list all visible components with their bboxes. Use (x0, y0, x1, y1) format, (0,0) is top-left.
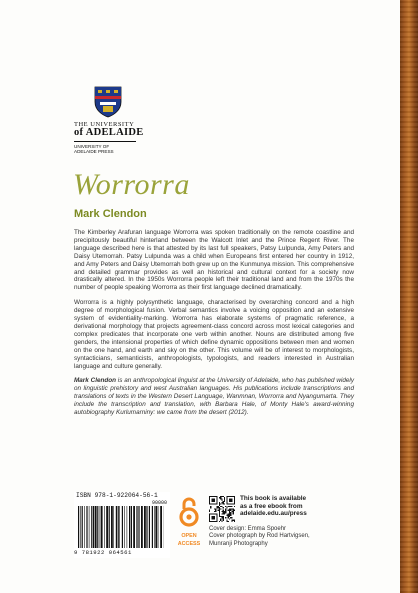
barcode-bar (149, 506, 150, 548)
qr-module (228, 521, 229, 522)
blurb-paragraph-1: The Kimberley Arafuran language Worrorra was spoken traditionally on the remote coastline and precipitously beautiful hinterland between the Walcott Inlet and the Prince Regent River. The language described here is that attested by its last full speakers, Patsy Lulpunda, Amy Peters and Daisy Utemorrah. Patsy Lulpunda was a child when Europeans first entered her country in 1912, and Amy Peters and Daisy Utemorrah both grew up on the Kunmunya mission. This comprehensive and detailed grammar provides as well an historical and cultural context for a society now drastically altered. In the 1950s Worrorra people left their traditional land and from the 1970s the number of people speaking Worrorra as their first language declined dramatically. (74, 229, 354, 292)
book-title: Worrorra (73, 168, 190, 201)
qr-module (223, 520, 224, 521)
qr-module (224, 503, 225, 504)
qr-module (219, 508, 220, 509)
isbn-barcode (74, 492, 170, 558)
qr-module (233, 508, 234, 509)
qr-module (228, 506, 229, 507)
qr-module (226, 521, 227, 522)
qr-module (223, 517, 224, 518)
isbn-label: ISBN 978-1-922064-56-1 (76, 492, 158, 499)
barcode-bar (84, 506, 85, 548)
qr-module (215, 510, 216, 511)
qr-module (218, 510, 219, 511)
qr-module (210, 507, 211, 508)
qr-module (221, 506, 222, 507)
qr-module (221, 502, 222, 503)
qr-module (233, 510, 234, 511)
barcode-bar (113, 506, 114, 548)
qr-module (219, 515, 220, 516)
qr-module (226, 515, 227, 516)
qr-module (221, 511, 222, 512)
barcode-bar (104, 506, 105, 548)
barcode-bar (119, 506, 120, 548)
barcode-bar (124, 506, 125, 548)
barcode-bar (131, 506, 132, 548)
qr-module (224, 511, 225, 512)
qr-module (229, 515, 230, 516)
qr-module (228, 517, 229, 518)
barcode-bar (86, 506, 87, 548)
availability-line2: as a free ebook from (240, 502, 303, 510)
availability-url[interactable]: adelaide.edu.au/press (240, 510, 307, 518)
qr-module (228, 513, 229, 514)
qr-module (229, 512, 230, 513)
barcode-bar (78, 506, 79, 548)
qr-module (220, 506, 221, 507)
qr-module (223, 496, 224, 497)
author-bio (74, 377, 354, 417)
barcode-bar (100, 506, 101, 548)
qr-module (229, 518, 230, 519)
qr-module (219, 497, 220, 498)
qr-module (221, 498, 222, 499)
qr-module (211, 498, 215, 502)
qr-module (209, 510, 210, 511)
qr-module (221, 516, 222, 517)
qr-module (210, 506, 211, 507)
barcode-bar (101, 506, 103, 548)
qr-module (225, 508, 226, 509)
qr-module (220, 497, 221, 498)
barcode-bar (129, 506, 130, 548)
qr-module (219, 510, 220, 511)
qr-module (219, 513, 220, 514)
qr-module (224, 500, 225, 501)
qr-module (230, 510, 231, 511)
qr-module (231, 521, 232, 522)
cover-credits (209, 526, 310, 548)
qr-module (216, 506, 217, 507)
qr-module (230, 513, 231, 514)
qr-module (225, 511, 226, 512)
barcode-bar (127, 506, 128, 548)
qr-module (223, 511, 224, 512)
qr-module (231, 511, 232, 512)
qr-module (221, 517, 222, 518)
university-name-top: THE UNIVERSITY (74, 121, 135, 128)
qr-module (224, 498, 225, 499)
qr-module (233, 520, 234, 521)
qr-module (234, 521, 235, 522)
availability-line1: This book is available (240, 495, 307, 502)
credit-design: Cover design: Emma Spoehr (209, 526, 287, 532)
qr-module (229, 511, 230, 512)
qr-module (234, 510, 235, 511)
barcode-bar (106, 506, 108, 548)
qr-module (226, 520, 227, 521)
qr-module (216, 507, 217, 508)
qr-module (225, 512, 226, 513)
qr-module (229, 506, 230, 507)
price-code: 90000 (152, 500, 168, 506)
qr-module (230, 515, 231, 516)
barcode-bar (111, 506, 113, 548)
barcode-bar (91, 506, 92, 548)
qr-module (224, 513, 225, 514)
qr-module (221, 513, 222, 514)
university-logo (74, 86, 144, 155)
qr-module (220, 503, 221, 504)
barcode-bar (109, 506, 110, 548)
qr-module (223, 516, 224, 517)
barcode-bar (144, 506, 146, 548)
qr-module (229, 498, 233, 502)
qr-module (223, 510, 224, 511)
barcode-icon (78, 506, 164, 548)
qr-module (219, 511, 220, 512)
qr-module (219, 502, 220, 503)
barcode-bar (137, 506, 138, 548)
qr-module (223, 501, 224, 502)
barcode-number: 9 781922 064561 (74, 549, 132, 556)
qr-module (220, 508, 221, 509)
qr-module (220, 498, 221, 499)
qr-module (229, 516, 230, 517)
qr-code-icon[interactable] (209, 496, 235, 522)
qr-module (226, 507, 227, 508)
qr-module (231, 520, 232, 521)
qr-module (231, 506, 232, 507)
qr-module (220, 518, 221, 519)
qr-module (223, 512, 224, 513)
credit-photo: Cover photograph by Rod Hartvigsen, (209, 533, 310, 540)
qr-module (223, 502, 224, 503)
barcode-bar (155, 506, 157, 548)
qr-module (230, 506, 231, 507)
qr-module (231, 508, 232, 509)
press-name-line2: ADELAIDE PRESS (74, 149, 114, 155)
qr-module (220, 520, 221, 521)
qr-module (230, 508, 231, 509)
qr-module (233, 511, 234, 512)
qr-module (229, 510, 230, 511)
barcode-bar (122, 506, 123, 548)
author-name: Mark Clendon (74, 208, 147, 220)
open-access-label-2: ACCESS (177, 540, 201, 547)
qr-module (228, 510, 229, 511)
qr-module (219, 516, 220, 517)
barcode-bar (93, 506, 94, 548)
qr-module (224, 512, 225, 513)
qr-module (234, 520, 235, 521)
barcode-bar (158, 506, 159, 548)
qr-module (229, 508, 230, 509)
qr-module (224, 501, 225, 502)
open-access-badge (172, 497, 206, 547)
qr-module (211, 516, 215, 520)
qr-module (233, 513, 234, 514)
qr-module (228, 515, 229, 516)
qr-module (219, 503, 220, 504)
barcode-bar (160, 506, 162, 548)
qr-module (229, 513, 230, 514)
qr-module (214, 511, 215, 512)
crest-icon (94, 86, 122, 118)
barcode-bar (116, 506, 117, 548)
qr-module (221, 496, 222, 497)
press-name-line1: UNIVERSITY OF (74, 143, 110, 149)
qr-module (219, 507, 220, 508)
open-access-label-1: OPEN (181, 533, 197, 539)
barcode-bar (146, 506, 147, 548)
qr-module (220, 496, 221, 497)
blurb-paragraph-2: Worrorra is a highly polysynthetic language, characterised by overarching concord and a high degree of morphological fusion. Verbal semantics involve a voicing opposition and an extensive system of evidentiality-marking. Worrorra has elaborate systems of pragmatic reference, a derivational morphology that projects agreement-class concord across most lexical categories and complex predicates that incorporate one verb within another. Nouns are distributed among five genders, the intensional properties of which define dynamic oppositions between men and women on the one hand, and earth and sky on the other. This volume will be of interest to morphologists, syntacticians, semanticists, anthropologists, typologists, and readers interested in Australian language and culture generally. (74, 299, 354, 370)
qr-module (221, 521, 222, 522)
qr-module (218, 506, 219, 507)
qr-module (215, 508, 216, 509)
barcode-bar (133, 506, 135, 548)
qr-module (220, 516, 221, 517)
qr-module (224, 497, 225, 498)
barcode-bar (139, 506, 140, 548)
qr-module (225, 517, 226, 518)
qr-module (230, 517, 231, 518)
barcode-bar (82, 506, 83, 548)
barcode-bar (80, 506, 81, 548)
qr-module (223, 518, 224, 519)
qr-module (234, 506, 235, 507)
qr-module (225, 510, 226, 511)
qr-module (233, 512, 234, 513)
barcode-bar (141, 506, 143, 548)
qr-module (231, 517, 232, 518)
barcode-bar (97, 506, 98, 548)
qr-module (230, 512, 231, 513)
qr-module (209, 511, 210, 512)
qr-module (219, 505, 220, 506)
blurb (74, 229, 354, 424)
qr-module (225, 506, 226, 507)
open-access-icon (178, 497, 200, 527)
barcode-bar (89, 506, 90, 548)
logo-divider (74, 141, 136, 142)
qr-module (223, 507, 224, 508)
barcode-bar (95, 506, 97, 548)
university-name-main: of ADELAIDE (74, 127, 144, 138)
qr-module (228, 516, 229, 517)
qr-module (223, 503, 224, 504)
bio-name: Mark Clendon (74, 377, 116, 385)
barcode-bar (118, 506, 119, 548)
barcode-bar (136, 506, 137, 548)
qr-module (218, 507, 219, 508)
qr-module (223, 513, 224, 514)
barcode-bar (152, 506, 153, 548)
cover-image-strip (400, 0, 418, 593)
qr-module (219, 521, 220, 522)
bio-text: is an anthropological linguist at the University of Adelaide, who has published widely on linguistic prehistory and west Australian languages. His publications include transcriptions and translations of texts in the Western Desert Language, Wanmnan, Worrorra and Nyangumarta. They include the transcription and translation, with Barbara Hale, of Monty Hale's award-winning autobiography Kurlumarniny: we came from the desert (2012). (74, 377, 354, 417)
qr-module (221, 500, 222, 501)
ebook-availability (240, 495, 307, 518)
qr-module (219, 512, 220, 513)
barcode-bar (154, 506, 155, 548)
credit-photo-studio: Munranji Photography (209, 540, 268, 547)
qr-module (214, 508, 215, 509)
qr-module (215, 511, 216, 512)
